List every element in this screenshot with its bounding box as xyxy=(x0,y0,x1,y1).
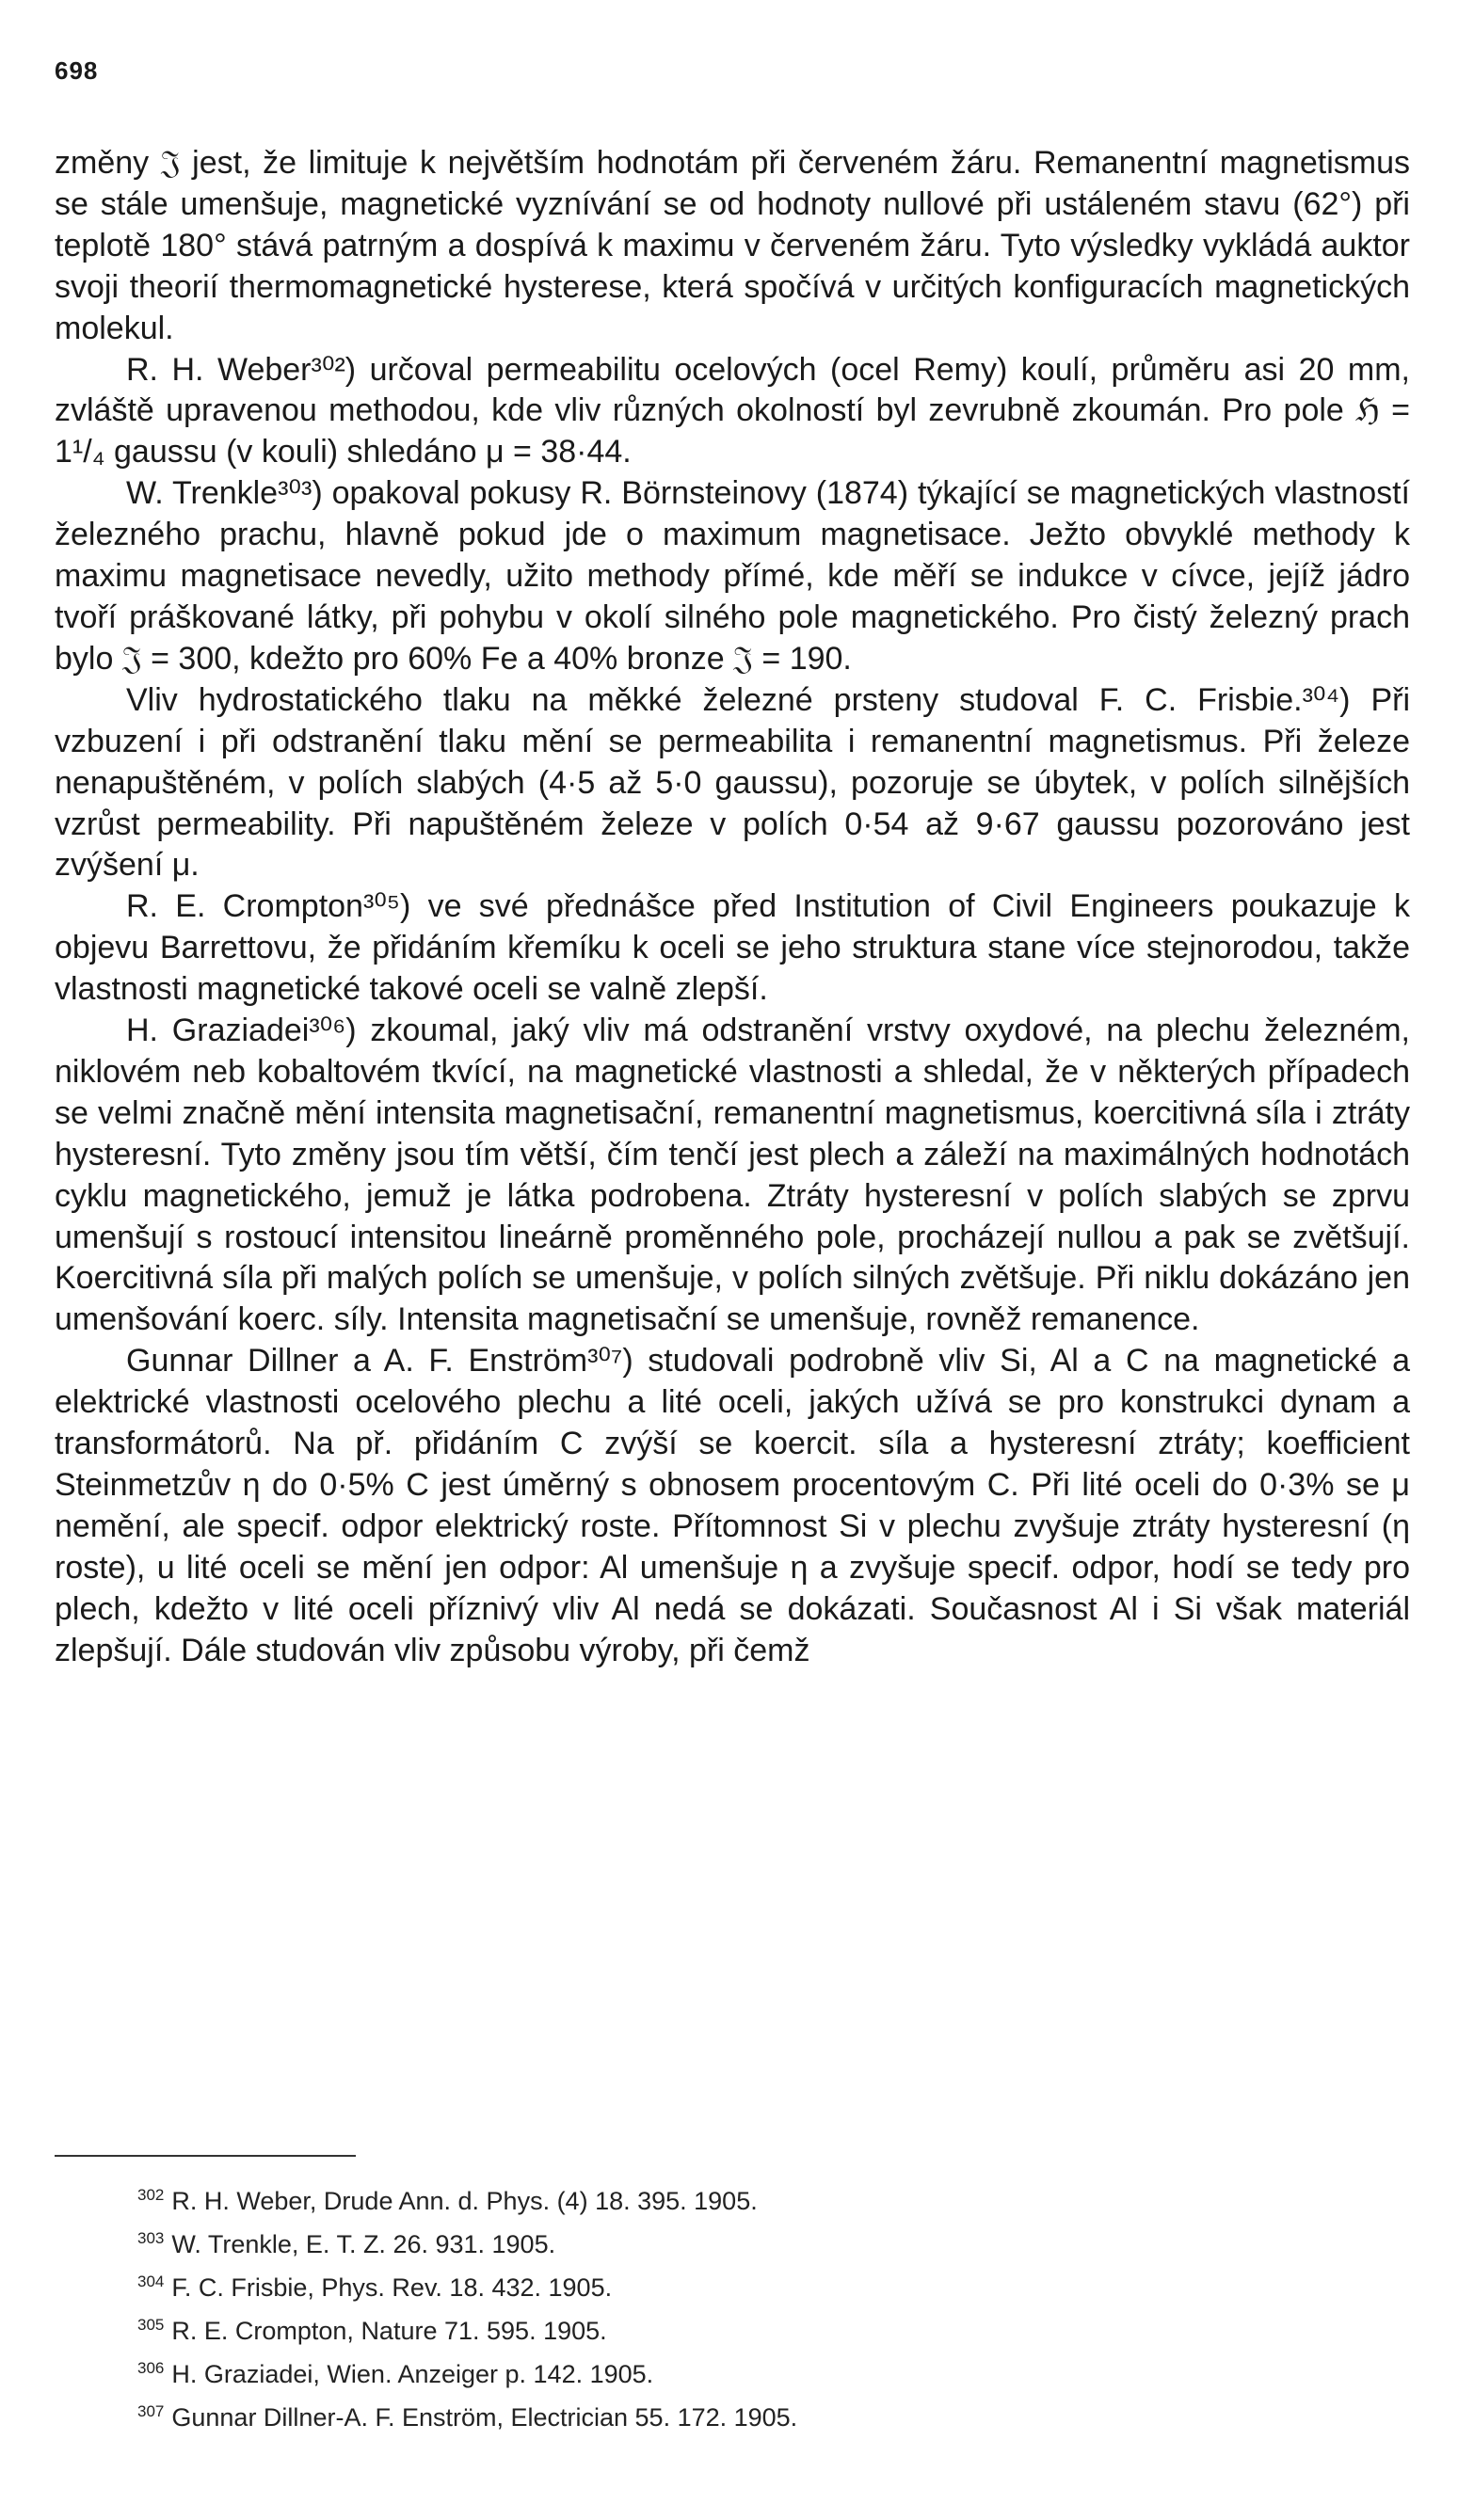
paragraph: R. H. Weber³⁰²) určoval permeabilitu ocelových (ocel Remy) koulí, průměru asi 20 mm, zvláště upravenou methodou, kde vliv různých okolností byl zevrubně zkoumán. Pro pole ℌ = 1¹/₄ gaussu (v kouli) shledáno μ = 38·44. xyxy=(55,351,1410,471)
footnote-number: 304 xyxy=(137,2273,165,2290)
footnote xyxy=(137,2177,1361,2220)
footnote-text: W. Trenkle, E. T. Z. 26. 931. 1905. xyxy=(171,2230,556,2258)
paragraph: Vliv hydrostatického tlaku na měkké železné prsteny studoval F. C. Frisbie.³⁰⁴) Při vzbuzení i při odstranění tlaku mění se permeabilita i remanentní magnetismus. Při železe nenapuštěném, v polích slabých (4·5 až 5·0 gaussu), pozoruje se úbytek, v polích silnějších vzrůst permeability. Při napuštěném železe v polích 0·54 až 9·67 gaussu pozorováno jest zvýšení μ. xyxy=(55,681,1410,884)
footnote-number: 305 xyxy=(137,2316,165,2334)
footnote xyxy=(137,2220,1361,2263)
page-number: 698 xyxy=(55,56,99,85)
footnote-divider xyxy=(55,2155,356,2157)
body-text xyxy=(55,143,1410,1672)
footnote-number: 303 xyxy=(137,2229,165,2247)
footnote-number: 306 xyxy=(137,2359,165,2377)
paragraph: W. Trenkle³⁰³) opakoval pokusy R. Börnsteinovy (1874) týkající se magnetických vlastností železného prachu, hlavně pokud jde o maximum magnetisace. Ježto obvyklé methody k maximu magnetisace nevedly, užito methody přímé, kde měří se indukce v cívce, jejíž jádro tvoří práškované látky, při pohybu v okolí silného pole magnetického. Pro čistý železný prach bylo 𝔍 = 300, kdežto pro 60% Fe a 40% bronze 𝔍 = 190. xyxy=(55,475,1410,677)
footnotes xyxy=(137,2177,1361,2436)
paragraph: Gunnar Dillner a A. F. Enström³⁰⁷) studovali podrobně vliv Si, Al a C na magnetické a elektrické vlastnosti ocelového plechu a lité oceli, jakých užívá se pro konstrukci dynam a transformátorů. Na př. přidáním C zvýší se koercit. síla a hysteresní ztráty; koefficient Steinmetzův η do 0·5% C jest úměrný s obnosem procentovým C. Při lité oceli do 0·3% se μ nemění, ale specif. odpor elektrický roste. Přítomnost Si v plechu zvyšuje ztráty hysteresní (η roste), u lité oceli se mění jen odpor: Al umenšuje η a zvyšuje specif. odpor, hodí se tedy pro plech, kdežto v lité oceli příznivý vliv Al nedá se dokázati. Současnost Al i Si však materiál zlepšují. Dále studován vliv způsobu výroby, při čemž xyxy=(55,1343,1410,1668)
footnote-text: R. E. Crompton, Nature 71. 595. 1905. xyxy=(171,2317,607,2345)
footnote-text: R. H. Weber, Drude Ann. d. Phys. (4) 18. 395. 1905. xyxy=(171,2187,758,2215)
footnote xyxy=(137,2350,1361,2393)
footnote-number: 307 xyxy=(137,2402,165,2420)
footnote xyxy=(137,2393,1361,2436)
paragraph: R. E. Crompton³⁰⁵) ve své přednášce před Institution of Civil Engineers poukazuje k objevu Barrettovu, že přidáním křemíku k oceli se jeho struktura stane více stejnorodou, takže vlastnosti magnetické takové oceli se valně zlepší. xyxy=(55,888,1410,1008)
footnote xyxy=(137,2263,1361,2306)
footnote-text: H. Graziadei, Wien. Anzeiger p. 142. 1905. xyxy=(171,2360,654,2388)
footnote-text: Gunnar Dillner-A. F. Enström, Electrician 55. 172. 1905. xyxy=(171,2403,798,2432)
footnote xyxy=(137,2306,1361,2350)
paragraph: H. Graziadei³⁰⁶) zkoumal, jaký vliv má odstranění vrstvy oxydové, na plechu železném, niklovém neb kobaltovém tkvící, na magnetické vlastnosti a shledal, že v některých případech se velmi značně mění intensita magnetisační, remanentní magnetismus, koercitivná síla i ztráty hysteresní. Tyto změny jsou tím větší, čím tenčí jest plech a záleží na maximálných hodnotách cyklu magnetického, jemuž je látka podrobena. Ztráty hysteresní v polích slabých se zprvu umenšují s rostoucí intensitou lineárně proměnného pole, procházejí nullou a pak se zvětšují. Koercitivná síla při malých polích se umenšuje, v polích silných zvětšuje. Při niklu dokázáno jen umenšování koerc. síly. Intensita magnetisační se umenšuje, rovněž remanence. xyxy=(55,1013,1410,1338)
paragraph: změny 𝔍 jest, že limituje k největším hodnotám při červeném žáru. Remanentní magnetismus se stále umenšuje, magnetické vyznívání se od hodnoty nullové při ustáleném stavu (62°) při teplotě 180° stává patrným a dospívá k maximu v červeném žáru. Tyto výsledky vykládá auktor svoji theorií thermomagnetické hysterese, která spočívá v určitých konfiguracích magnetických molekul. xyxy=(55,145,1410,346)
footnote-text: F. C. Frisbie, Phys. Rev. 18. 432. 1905. xyxy=(171,2273,613,2302)
footnote-number: 302 xyxy=(137,2186,165,2204)
